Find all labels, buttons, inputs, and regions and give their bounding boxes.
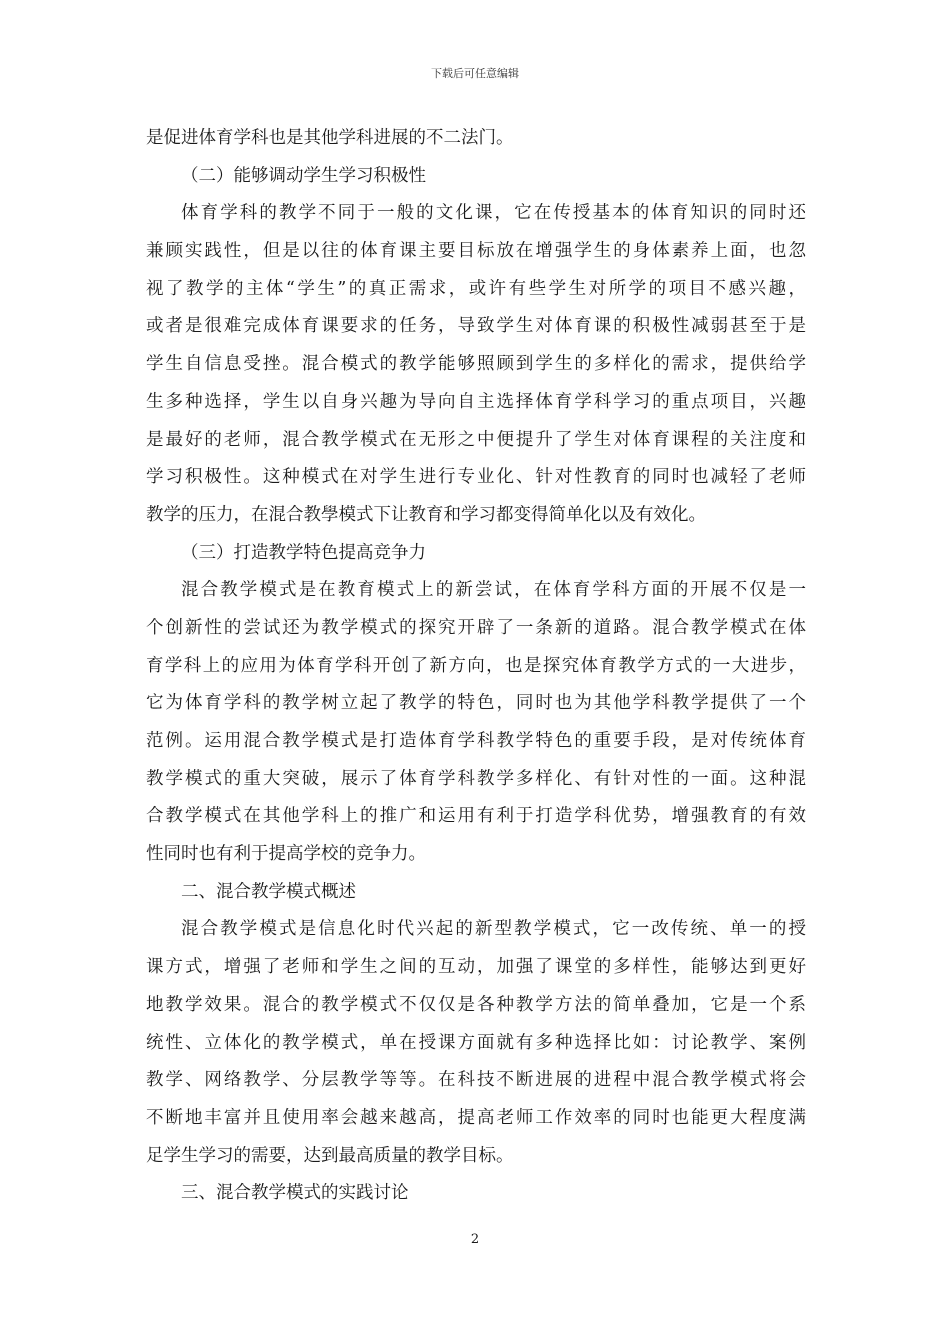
paragraph-line: 课方式，增强了老师和学生之间的互动，加强了课堂的多样性，能够达到更好 bbox=[146, 957, 806, 978]
paragraph-line: 学生自信息受挫。混合模式的教学能够照顾到学生的多样化的需求，提供给学 bbox=[146, 354, 806, 375]
page-header: 下载后可任意编辑 bbox=[431, 67, 519, 80]
paragraph-line: 视了教学的主体“学生”的真正需求，或许有些学生对所学的项目不感兴趣， bbox=[146, 278, 806, 299]
paragraph-line: 范例。运用混合教学模式是打造体育学科教学特色的重要手段，是对传统体育 bbox=[146, 731, 806, 751]
document-body bbox=[146, 120, 806, 1213]
section-heading: 三、混合教学模式的实践讨论 bbox=[181, 1183, 409, 1204]
paragraph-line: 它为体育学科的教学树立起了教学的特色，同时也为其他学科教学提供了一个 bbox=[146, 693, 806, 714]
paragraph-line: 或者是很难完成体育课要求的任务，导致学生对体育课的积极性减弱甚至于是 bbox=[146, 316, 806, 337]
paragraph-line: 是促进体育学科也是其他学科进展的不二法门。 bbox=[146, 128, 514, 148]
paragraph-line: 混合教学模式是信息化时代兴起的新型教学模式，它一改传统、单一的授 bbox=[181, 919, 806, 940]
paragraph-line: 个创新性的尝试还为教学模式的探究开辟了一条新的道路。混合教学模式在体 bbox=[146, 617, 806, 638]
section-heading: （三）打造教学特色提高竞争力 bbox=[181, 542, 426, 563]
paragraph-line: 育学科上的应用为体育学科开创了新方向，也是探究体育教学方式的一大进步， bbox=[146, 655, 806, 676]
paragraph-line: 教学的压力，在混合教學模式下让教育和学习都变得简单化以及有效化。 bbox=[146, 504, 706, 525]
paragraph-line: 性同时也有利于提高学校的竞争力。 bbox=[146, 844, 426, 865]
paragraph-line: 足学生学习的需要，达到最高质量的教学目标。 bbox=[146, 1145, 514, 1166]
paragraph-line: 统性、立体化的教学模式，单在授课方面就有多种选择比如：讨论教学、案例 bbox=[146, 1032, 806, 1053]
paragraph-line: 教学模式的重大突破，展示了体育学科教学多样化、有针对性的一面。这种混 bbox=[146, 768, 806, 789]
page-number: 2 bbox=[470, 1232, 480, 1247]
paragraph-line: 合教学模式在其他学科上的推广和运用有利于打造学科优势，增强教育的有效 bbox=[146, 806, 806, 827]
paragraph-line: 教学、网络教学、分层教学等等。在科技不断进展的进程中混合教学模式将会 bbox=[146, 1070, 806, 1091]
paragraph-line: 学习积极性。这种模式在对学生进行专业化、针对性教育的同时也减轻了老师 bbox=[146, 467, 806, 488]
paragraph-line: 地教学效果。混合的教学模式不仅仅是各种教学方法的简单叠加，它是一个系 bbox=[146, 994, 806, 1015]
paragraph-line: 兼顾实践性，但是以往的体育课主要目标放在增强学生的身体素养上面，也忽 bbox=[146, 241, 806, 262]
section-heading: （二）能够调动学生学习积极性 bbox=[181, 165, 426, 186]
paragraph-line: 是最好的老师，混合教学模式在无形之中便提升了学生对体育课程的关注度和 bbox=[146, 429, 806, 450]
section-heading: 二、混合教学模式概述 bbox=[181, 881, 356, 902]
paragraph-line: 混合教学模式是在教育模式上的新尝试，在体育学科方面的开展不仅是一 bbox=[181, 580, 806, 601]
paragraph-line: 不断地丰富并且使用率会越来越高，提高老师工作效率的同时也能更大程度满 bbox=[146, 1107, 806, 1128]
paragraph-line: 体育学科的教学不同于一般的文化课，它在传授基本的体育知识的同时还 bbox=[181, 203, 806, 224]
paragraph-line: 生多种选择，学生以自身兴趣为导向自主选择体育学科学习的重点项目，兴趣 bbox=[146, 391, 806, 412]
